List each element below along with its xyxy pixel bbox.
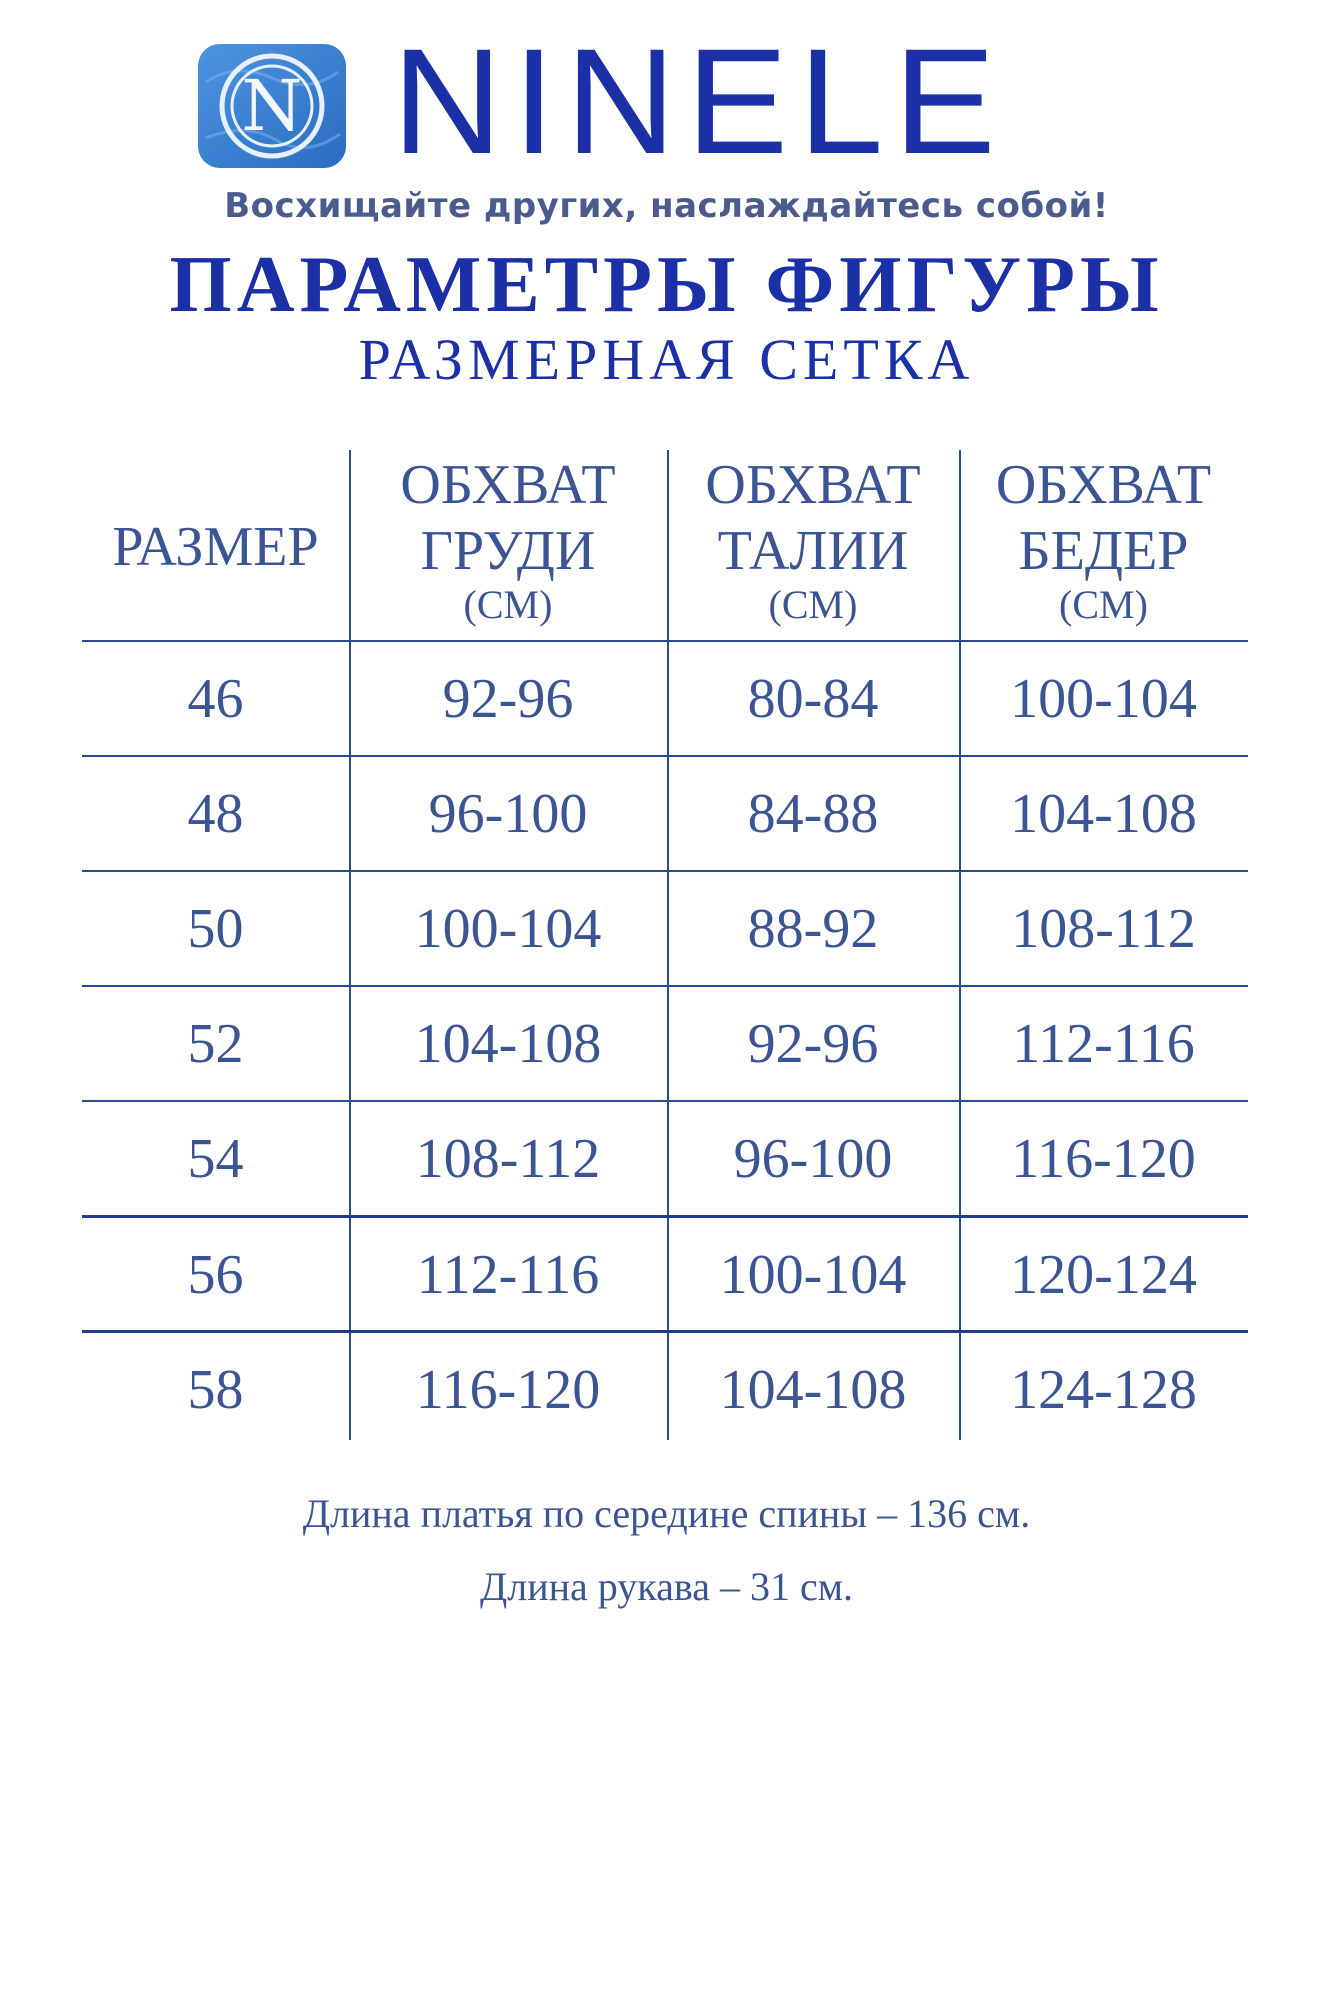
table-cell-size: 54 bbox=[187, 1128, 244, 1190]
table-cell-chest: 96-100 bbox=[428, 783, 588, 845]
table-cell-size: 48 bbox=[187, 783, 244, 845]
logo-letter: N bbox=[241, 65, 303, 147]
header-waist-line2: ТАЛИИ bbox=[717, 520, 909, 582]
ninele-logo-icon bbox=[196, 42, 348, 170]
table-cell-size: 46 bbox=[187, 668, 244, 730]
page-title: ПАРАМЕТРЫ ФИГУРЫ bbox=[169, 241, 1164, 329]
table-cell-hips: 104-108 bbox=[1010, 783, 1197, 845]
header-hips bbox=[959, 452, 1248, 626]
header-chest-line2: ГРУДИ bbox=[420, 520, 596, 582]
dress-length-note: Длина платья по середине спины – 136 см. bbox=[302, 1491, 1031, 1536]
table-cell-size: 50 bbox=[187, 898, 244, 960]
header-hips-line1: ОБХВАТ bbox=[995, 454, 1212, 516]
slogan: Восхищайте других, наслаждайтесь собой! bbox=[224, 186, 1109, 226]
brand-name: NINELE bbox=[392, 17, 1006, 185]
table-cell-chest: 100-104 bbox=[414, 898, 602, 960]
header-size-label: РАЗМЕР bbox=[112, 516, 319, 578]
header-chest-line1: ОБХВАТ bbox=[400, 454, 616, 516]
table-cell-waist: 92-96 bbox=[747, 1013, 879, 1075]
table-cell-size: 52 bbox=[187, 1013, 244, 1075]
table-cell-size: 56 bbox=[187, 1244, 244, 1306]
table-cell-hips: 116-120 bbox=[1011, 1128, 1196, 1190]
page-subtitle: РАЗМЕРНАЯ СЕТКА bbox=[358, 327, 975, 392]
header-waist-unit: (СМ) bbox=[768, 582, 858, 627]
table-cell-waist: 104-108 bbox=[719, 1359, 907, 1421]
table-cell-waist: 84-88 bbox=[747, 783, 879, 845]
table-cell-hips: 124-128 bbox=[1010, 1359, 1197, 1421]
table-cell-chest: 112-116 bbox=[416, 1244, 600, 1306]
header-size bbox=[82, 514, 349, 580]
header-chest-unit: (СМ) bbox=[463, 582, 553, 627]
header-waist bbox=[667, 452, 959, 626]
header-chest bbox=[349, 452, 667, 626]
table-cell-hips: 120-124 bbox=[1010, 1244, 1197, 1306]
header-waist-line1: ОБХВАТ bbox=[705, 454, 921, 516]
brand-header bbox=[0, 17, 1333, 185]
size-table bbox=[82, 450, 1248, 1440]
table-cell-waist: 96-100 bbox=[733, 1128, 893, 1190]
table-cell-waist: 88-92 bbox=[747, 898, 879, 960]
table-cell-chest: 116-120 bbox=[415, 1359, 601, 1421]
sleeve-length-note: Длина рукава – 31 см. bbox=[479, 1564, 854, 1609]
table-cell-chest: 108-112 bbox=[415, 1128, 601, 1190]
table-cell-chest: 104-108 bbox=[414, 1013, 602, 1075]
header-hips-line2: БЕДЕР bbox=[1018, 520, 1189, 582]
table-cell-hips: 100-104 bbox=[1010, 668, 1197, 730]
table-cell-waist: 100-104 bbox=[719, 1244, 907, 1306]
table-cell-hips: 108-112 bbox=[1011, 898, 1196, 960]
table-cell-hips: 112-116 bbox=[1012, 1013, 1195, 1075]
table-cell-waist: 80-84 bbox=[747, 668, 879, 730]
table-cell-size: 58 bbox=[187, 1359, 244, 1421]
table-cell-chest: 92-96 bbox=[442, 668, 574, 730]
header-hips-unit: (СМ) bbox=[1059, 582, 1148, 627]
